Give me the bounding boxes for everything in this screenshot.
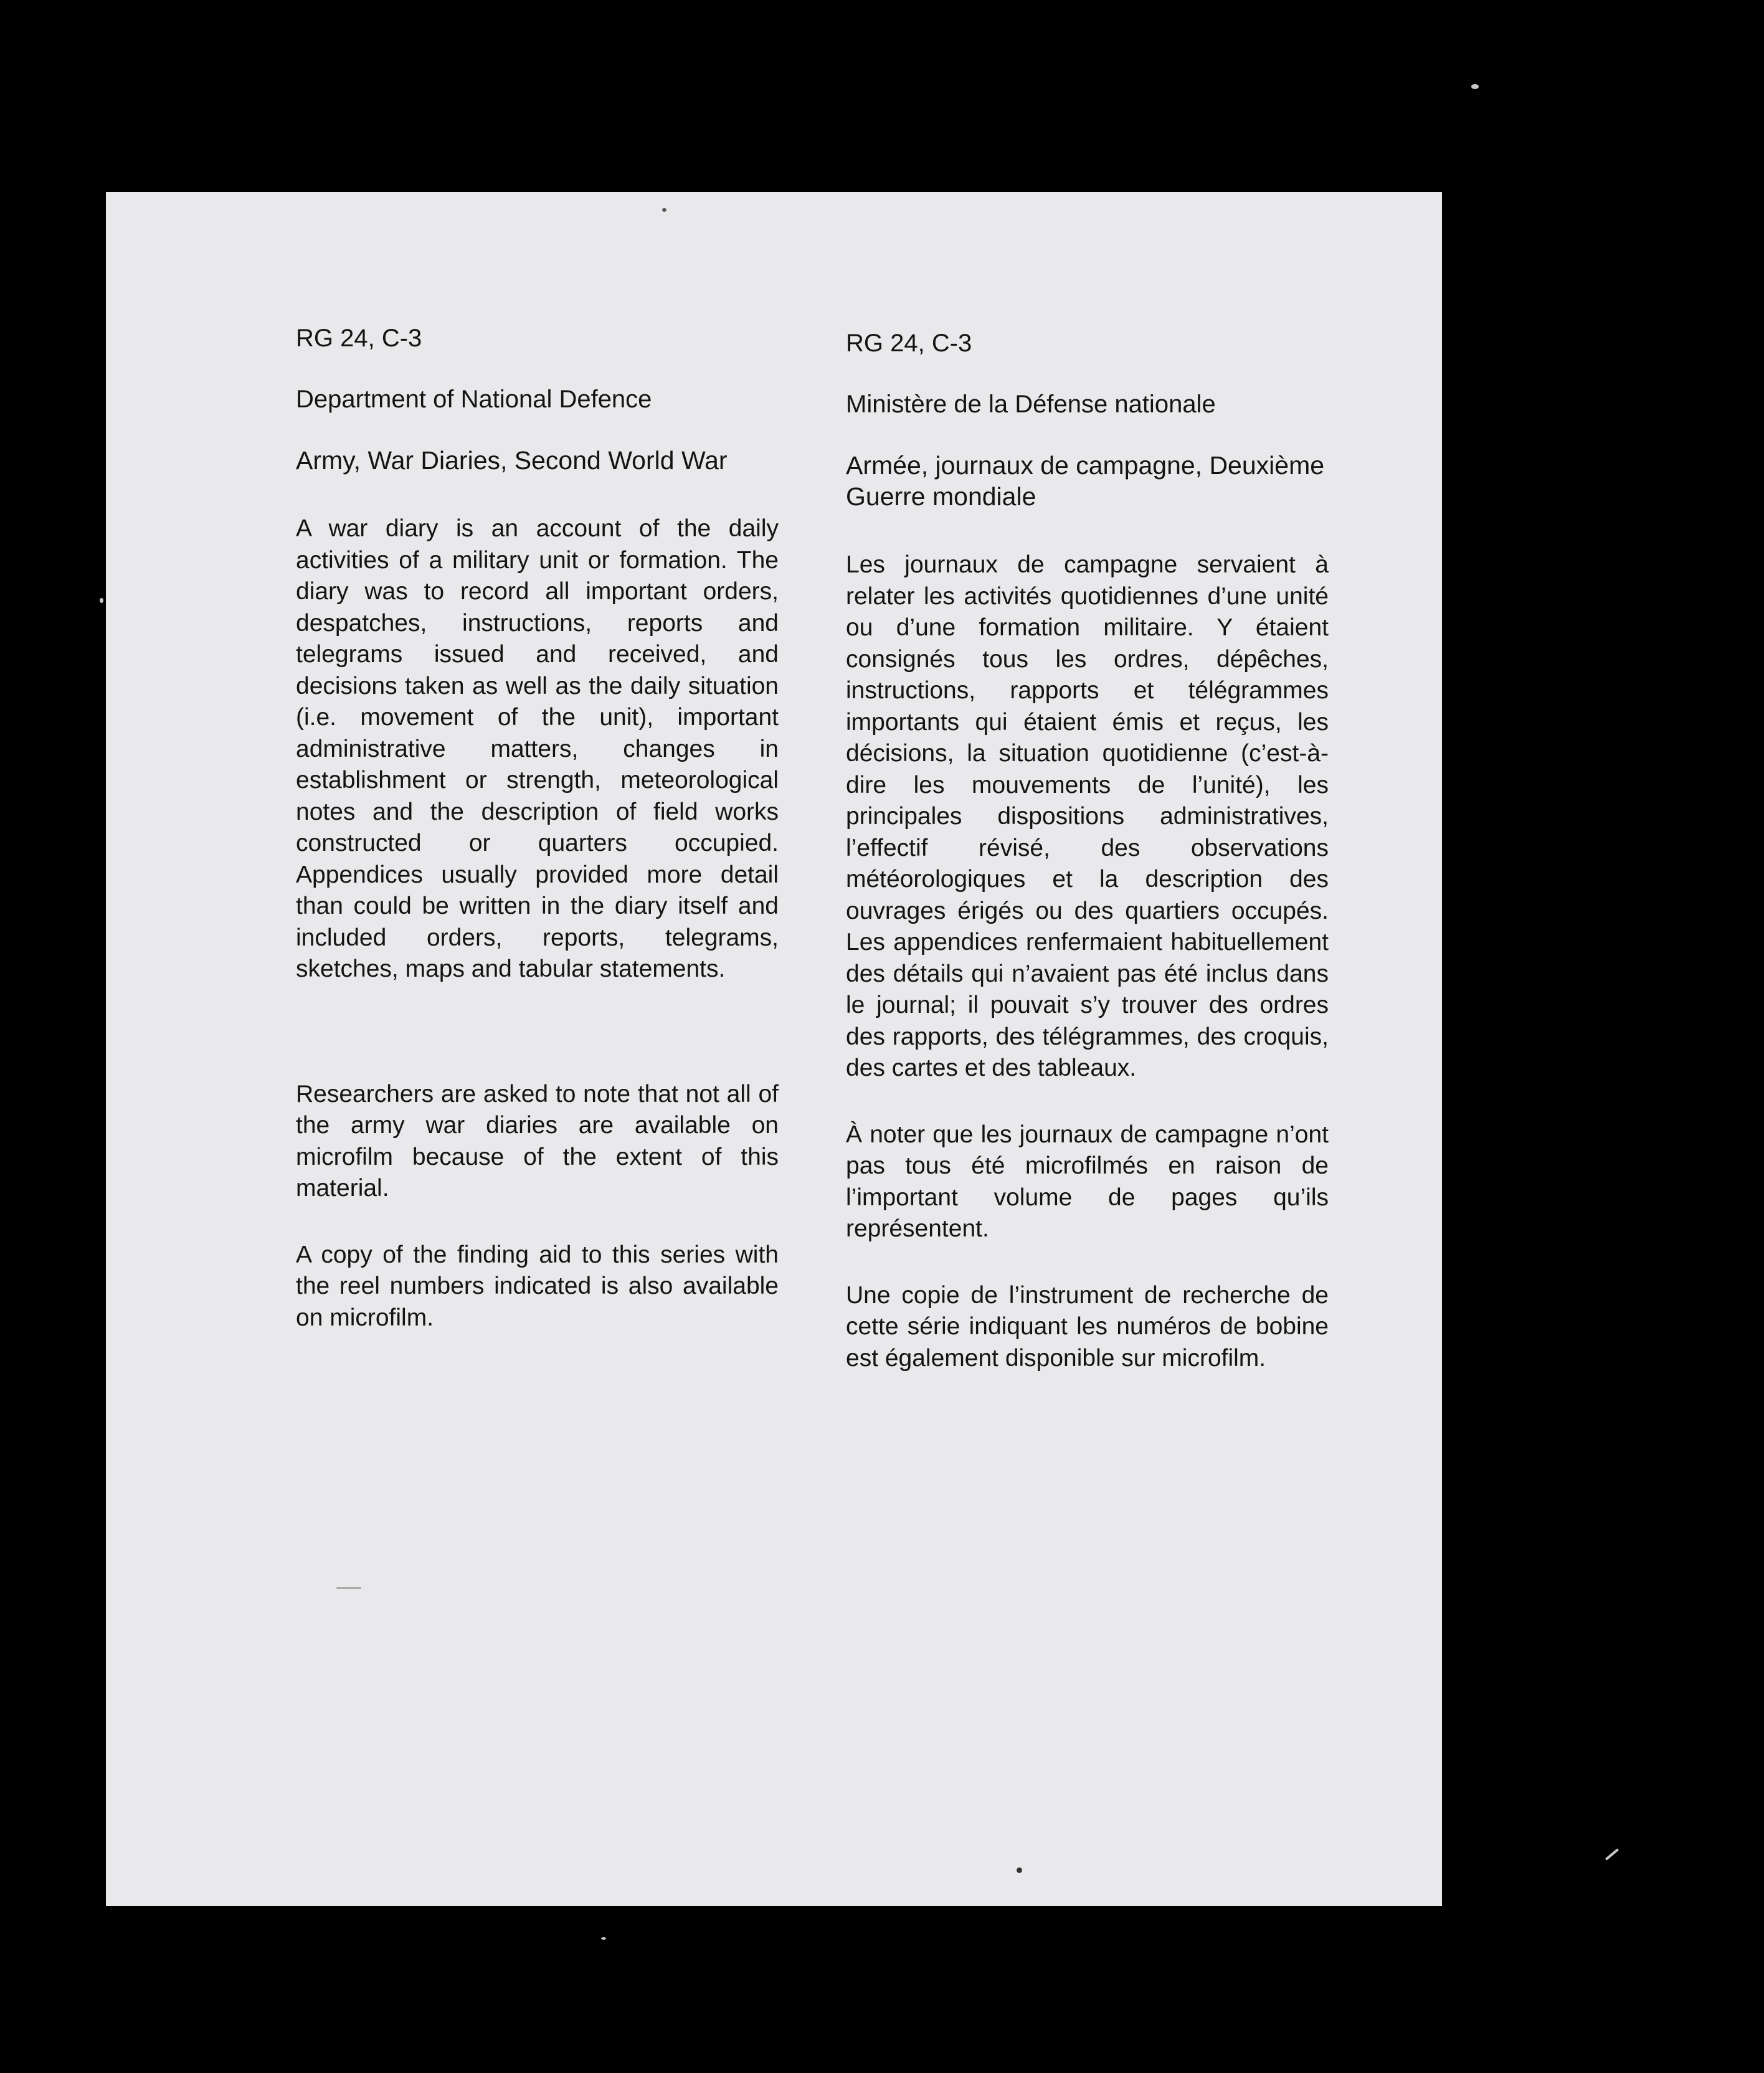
department-name: Ministère de la Défense nationale <box>846 391 1216 418</box>
scan-speck <box>662 208 666 212</box>
document-page <box>106 192 1442 1906</box>
french-column <box>846 328 1329 1374</box>
scan-speck <box>1605 1848 1619 1861</box>
finding-aid-paragraph: A copy of the finding aid to this series with the reel numbers indicated is also available on microfilm. <box>296 1241 779 1331</box>
finding-aid-paragraph: Une copie de l’instrument de recherche de cette série indiquant les numéros de bobine est également disponible sur microfilm. <box>846 1281 1329 1372</box>
microfilm-note-paragraph: À noter que les journaux de campagne n’ont pas tous été microfilmés en raison de l’important volume de pages qu’ils représentent. <box>846 1121 1329 1242</box>
record-group-reference: RG 24, C-3 <box>296 325 422 352</box>
description-paragraph: Les journaux de campagne servaient à relater les activités quotidiennes d’une unité ou d’une formation militaire. Y étaient consignés tous les ordres, dépêches, instructions, rapports et télégrammes importants qui étaient émis et reçus, les décisions, la situation quotidienne (c’est-à-dire les mouvements de l’unité), les principales dispositions administratives, l’effectif révisé, des observations météorologiques et la description des ouvrages érigés ou des quartiers occupés. Les appendices renfermaient habituellement des détails qui n’avaient pas été inclus dans le journal; il pouvait s’y trouver des ordres des rapports, des télégrammes, des croquis, des cartes et des tableaux. <box>846 551 1329 1081</box>
record-group-reference: RG 24, C-3 <box>846 330 972 357</box>
department-name: Department of National Defence <box>296 386 652 413</box>
scan-speck <box>100 598 103 603</box>
microfilm-note-paragraph: Researchers are asked to note that not all of the army war diaries are available on microfilm because of the extent of this material. <box>296 1080 779 1202</box>
scan-speck <box>1471 84 1479 89</box>
series-title: Army, War Diaries, Second World War <box>296 446 728 475</box>
scan-speck <box>601 1937 606 1940</box>
english-column <box>296 323 779 1334</box>
scan-speck <box>1017 1867 1022 1873</box>
scan-speck <box>336 1587 361 1589</box>
description-paragraph: A war diary is an account of the daily activities of a military unit or formation. The diary was to record all important orders, despatches, instructions, reports and telegrams issued and received, and decisions taken as well as the daily situation (i.e. movement of the unit), important administrative matters, changes in establishment or strength, meteorological notes and the description of field works constructed or quarters occupied. Appendices usually provided more detail than could be written in the diary itself and included orders, reports, telegrams, sketches, maps and tabular statements. <box>296 515 779 982</box>
series-title: Armée, journaux de campagne, Deuxième Guerre mondiale <box>846 451 1325 511</box>
